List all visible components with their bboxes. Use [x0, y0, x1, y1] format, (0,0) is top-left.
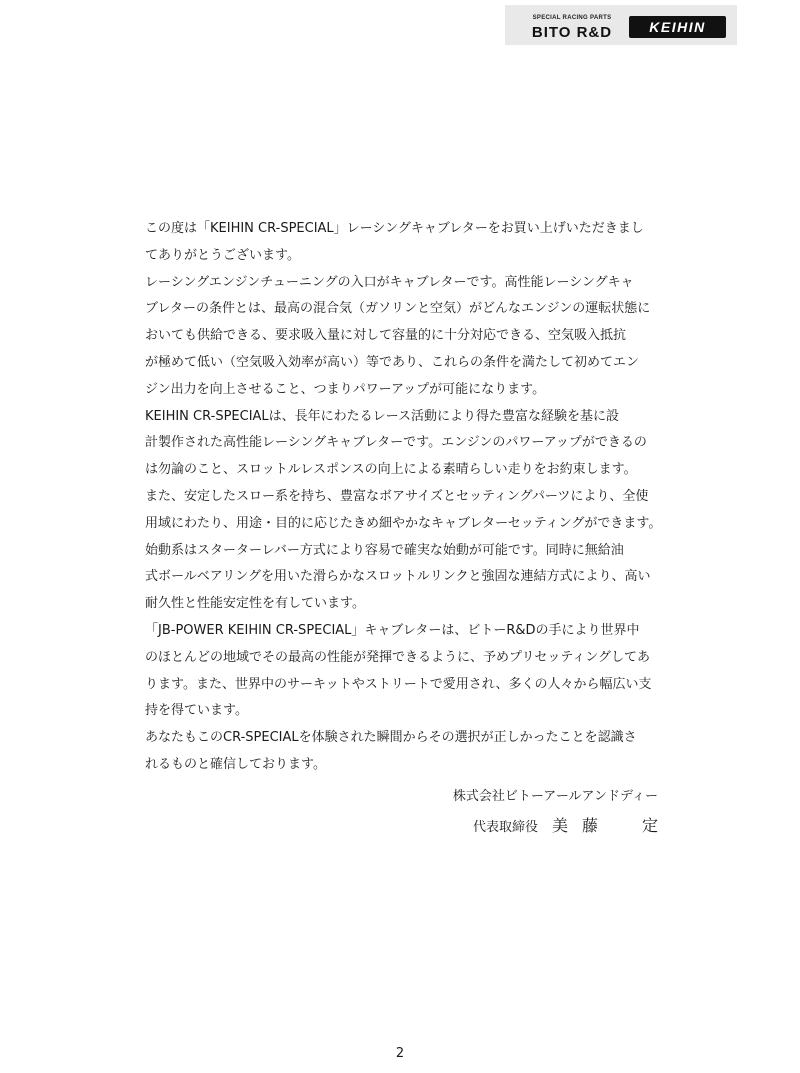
- body-line: は勿論のこと、スロットルレスポンスの向上による素晴らしい走りをお約束します。: [145, 462, 637, 478]
- body-line: が極めて低い（空気吸入効率が高い）等であり、これらの条件を満たして初めてエン: [145, 354, 640, 370]
- logo-tagline: SPECIAL RACING PARTS: [532, 15, 612, 21]
- body-line: れるものと確信しております。: [145, 756, 326, 772]
- body-line: 始動系はスターターレバー方式により容易で確実な始動が可能です。同時に無給油: [145, 542, 624, 558]
- body-line: 耐久性と性能安定性を有しています。: [145, 596, 365, 612]
- body-line: ジン出力を向上させること、つまりパワーアップが可能になります。: [145, 381, 546, 397]
- body-line: あなたもこのCR-SPECIALを体験された瞬間からその選択が正しかったことを認識さ: [145, 730, 637, 746]
- body-line: 持を得ています。: [145, 703, 248, 719]
- signature-title: 代表取締役: [472, 820, 538, 835]
- body-line: おいても供給できる、要求吸入量に対して容量的に十分対応できる、空気吸入抵抗: [145, 328, 627, 344]
- signature-block: [430, 813, 672, 841]
- body-line: KEIHIN CR-SPECIALは、長年にわたるレース活動により得た豊富な経験を基に設: [145, 408, 620, 424]
- keihin-logo: [629, 16, 726, 38]
- body-line: 計製作された高性能レーシングキャブレターです。エンジンのパワーアップができるの: [145, 435, 647, 451]
- body-line: ブレターの条件とは、最高の混合気（ガソリンと空気）がどんなエンジンの運転状態に: [145, 301, 651, 317]
- body-line: 用域にわたり、用途・目的に応じたきめ細やかなキャブレターセッティングができます。: [145, 515, 662, 531]
- body-line: ります。また、世界中のサーキットやストリートで愛用され、多くの人々から幅広い支: [145, 676, 652, 692]
- body-line: 「JB-POWER KEIHIN CR-SPECIAL」キャブレターは、ビトーR&Dの手により世界中: [145, 622, 640, 638]
- signature-company: 株式会社ビトーアールアンドディー: [452, 789, 658, 804]
- body-line: のほとんどの地域でその最高の性能が発揮できるように、予めプリセッティングしてあ: [145, 649, 651, 665]
- letter-body: [145, 216, 665, 779]
- logo-brand: BITO R&D: [531, 24, 613, 41]
- body-line: また、安定したスロー系を持ち、豊富なボアサイズとセッティングパーツにより、全使: [145, 488, 649, 504]
- header-logo-badge: [505, 5, 737, 45]
- signature-name: 美藤 定: [551, 816, 672, 835]
- body-line: てありがとうございます。: [145, 247, 300, 263]
- page-number: 2: [395, 1046, 405, 1061]
- body-line: レーシングエンジンチューニングの入口がキャブレターです。高性能レーシングキャ: [145, 274, 634, 290]
- body-line: この度は「KEIHIN CR-SPECIAL」レーシングキャブレターをお買い上げいただきまし: [145, 221, 644, 236]
- keihin-logo-text: KEIHIN: [649, 19, 706, 35]
- bito-rd-logo: [521, 15, 623, 41]
- body-line: 式ボールベアリングを用いた滑らかなスロットルリンクと強固な連結方式により、高い: [145, 569, 651, 585]
